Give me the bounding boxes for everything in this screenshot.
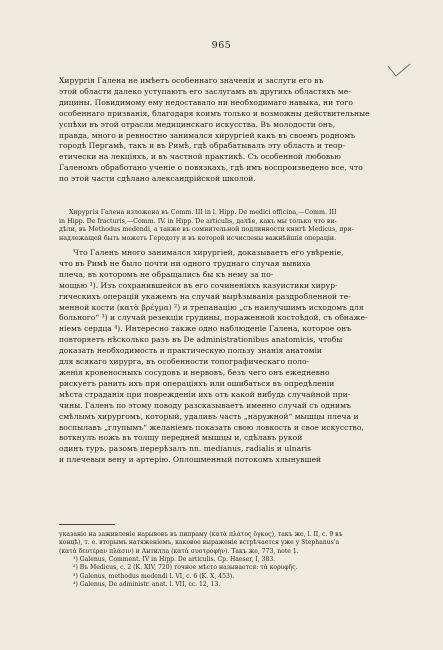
text-line: воткнулъ ножъ въ толщу передней мышцы и, сдѣлавъ рукой — [59, 433, 303, 443]
text-line: что въ Римѣ не было почти ни одного труднаго случая вывиха — [59, 258, 311, 268]
text-line: городѣ Пергамѣ, такъ и въ Римѣ, гдѣ обрабатывалъ эту область и теор- — [59, 141, 346, 151]
footnote-line: ¹) Galenus, Comment. IV in Hipp. De articulis. Ср. Haeser, I, 383. — [73, 556, 276, 564]
footnote-line: (κατὰ δευτέραν πλάσιν) и Антилла (κατὰ συστροφὴν). Такъ же, 773, note 1. — [59, 547, 299, 555]
text-line: повторяетъ нѣсколько разъ въ De administrationibus anatomicis, чтобы — [59, 335, 343, 345]
note-line: in Hipp. De fracturis,—Comm. IV. in Hipp. De articulis, далѣе, какъ мы только что ви- — [59, 217, 337, 225]
page-number: 965 — [211, 40, 232, 51]
note-line: дѣли, въ Methodus medendi, а также въ сомнительной подлинности книгѣ Medicus, при- — [59, 226, 354, 234]
footnote-line: указаніе на заживленіе нарывовъ въ пипраму (κατὰ πλάτος ὄγκος), такъ же, l. II, c. 9 въ — [59, 531, 343, 538]
note-line: надлежащей быть можетъ Геродоту и въ которой исчислены важнѣйшія операціи. — [59, 234, 337, 242]
text-line: женія кровеносныхъ сосудовъ и нервовъ, безъ чего онъ ежедневно — [59, 367, 330, 377]
footnote-line: ³) Galenus, methodus medendi l. VI, c. 6 (K. X, 453). — [73, 572, 235, 580]
text-line: Хирургія Галена не имѣетъ особеннаго значенія и заслуги его въ — [59, 76, 324, 85]
text-line: мощью ¹). Изъ сохранившейся въ его сочиненіяхъ казуистики хирур- — [59, 280, 338, 290]
text-line: ніемъ сердца ⁴). Интересно также одно наблюденіе Галена, которое онъ — [59, 324, 352, 334]
pencil-margin-mark — [386, 62, 414, 92]
text-line: Галеномъ обработано ученіе о повязкахъ, гдѣ имъ воспроизведено все, что — [59, 163, 363, 173]
text-line: дицины. Повидимому ему недоставало ни необходимаго навыка, ни того — [59, 97, 353, 107]
text-line: етически на лекціяхъ, и въ частной практикѣ. Съ особенной любовью — [59, 152, 341, 162]
text-line: чины. Галенъ по этому поводу разсказываетъ именно случай съ однимъ — [59, 400, 351, 410]
text-line: мѣста страданія при поврежденіи ихъ отъ какой нибудь случайной при- — [59, 389, 351, 399]
text-line: по этой части сдѣлано александрійской школой. — [59, 174, 256, 184]
text-line: доказать необходимость и практическую пользу знанія анатоміи — [59, 346, 322, 356]
footnotes — [59, 531, 377, 589]
main-paragraph-cases — [59, 248, 375, 466]
text-line: менной кости (κατὰ βρέγμα) ²) и трепанацію „съ наилучшимъ исходомъ для — [59, 302, 364, 312]
footnote-line: ⁴) Galenus, De administr. anat. l. VII, cc. 12, 13. — [73, 581, 221, 589]
text-line: плеча, въ которомъ не обращались бы къ нему за по- — [59, 269, 274, 279]
text-line: для всякаго хирурга, въ особенности топографическаго поло- — [59, 357, 310, 367]
small-print-note — [59, 209, 375, 243]
footnote-line: ²) Въ Medicus, c. 2 (K. XIV, 720) точное мѣсто называется: τὰ κορυφῆς. — [73, 564, 298, 572]
text-line: рискуетъ ранить ихъ при операціяхъ или ошибаться въ опредѣленіи — [59, 378, 335, 388]
note-line: Хирургія Галена изложена въ Comm. III in l. Hipp. De medici officina,—Comm. III — [69, 209, 337, 216]
text-line: одинъ туръ, разомъ перерѣзалъ nn. medianus, radialis и ulnaris — [59, 444, 312, 454]
text-line: воспылавъ „глупымъ“ желаніемъ показать свою ловкость и свое искусство, — [59, 422, 364, 432]
text-line: гическихъ операцій укажемъ на случай вырѣзыванія раздробленной те- — [59, 291, 351, 301]
text-line: больного“ ³) и случай резекціи грудины, пораженной костоѣдой, съ обнаже- — [59, 313, 368, 323]
text-line: Что Галенъ много занимался хирургіей, доказываетъ его увѣреніе, — [73, 248, 344, 257]
text-line: успѣхи въ этой отрасли медицинскаго искусства. Въ молодости онъ, — [59, 119, 336, 129]
text-line: особеннаго призванія, благодаря коимъ только и возможны действительные — [59, 108, 370, 118]
text-line: этой области далеко уступаютъ его заслугамъ въ другихъ областяхъ ме- — [59, 86, 351, 96]
text-line: смѣлымъ хирургомъ, который, удаливъ часть „наружной“ мышцы плеча и — [59, 411, 359, 421]
text-line: правда, много и ревностно занимался хирургіей какъ въ своемъ родномъ — [59, 130, 355, 140]
footnote-line: концѣ), т. е. вторымъ натяженіемъ, каковое выраженіе встрѣчается уже у Stephanus'а — [59, 539, 340, 547]
text-line: и плечевыя вену и артерію. Оплошменный потокомъ хлынувшей — [59, 455, 322, 465]
footnote-divider — [59, 524, 115, 525]
main-paragraph-surgery — [59, 76, 375, 185]
